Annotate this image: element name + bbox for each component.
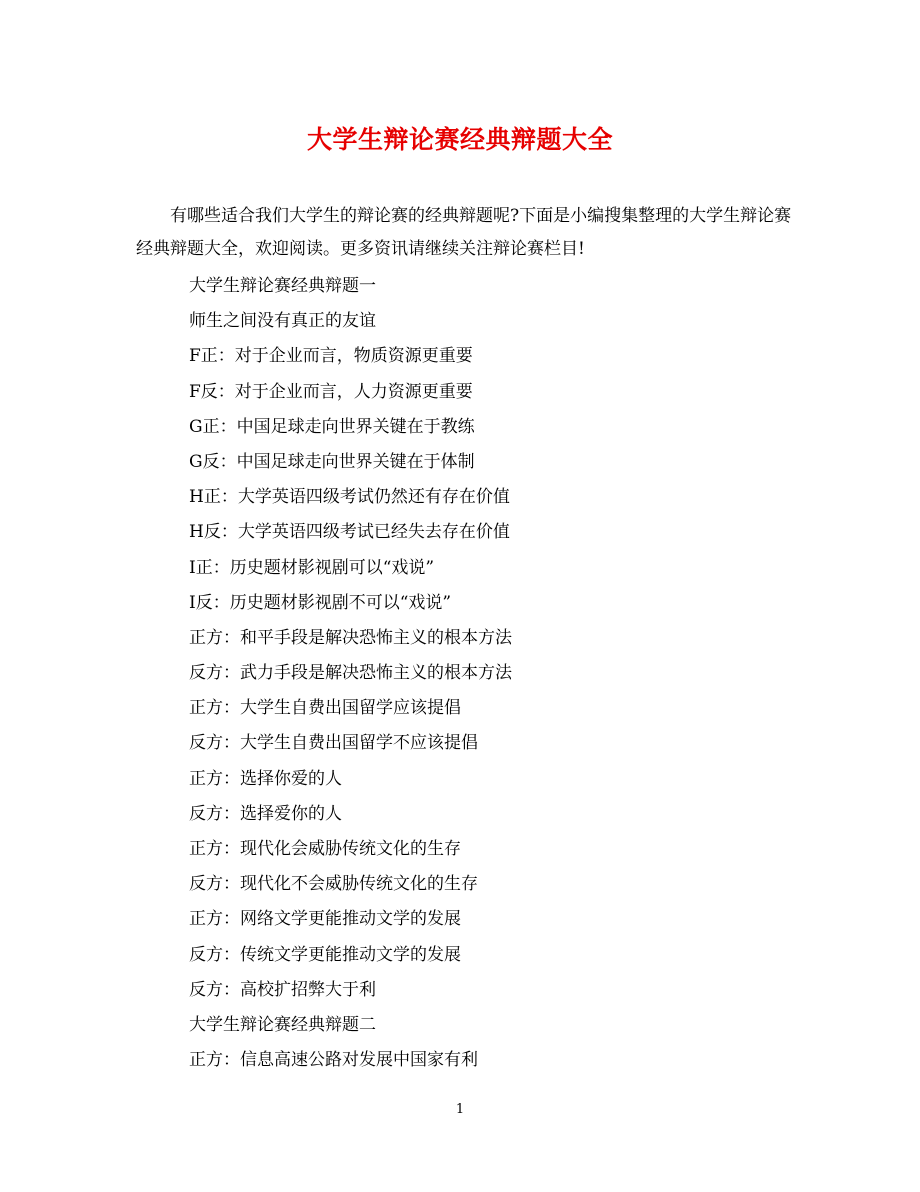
list-item: 正方：网络文学更能推动文学的发展 [189, 909, 461, 930]
list-item: 正方：选择你爱的人 [189, 768, 342, 789]
list-item: I正：历史题材影视剧可以“戏说” [189, 557, 435, 578]
list-item: G反：中国足球走向世界关键在于体制 [189, 451, 475, 472]
list-item: H反：大学英语四级考试已经失去存在价值 [189, 522, 510, 543]
list-item: 反方：现代化不会威胁传统文化的生存 [189, 874, 478, 895]
list-item: F反：对于企业而言，人力资源更重要 [189, 381, 473, 402]
intro-paragraph: 有哪些适合我们大学生的辩论赛的经典辩题呢?下面是小编搜集整理的大学生辩论赛经典辩题大全，欢迎阅读。更多资讯请继续关注辩论赛栏目! [136, 206, 792, 259]
list-item: H正：大学英语四级考试仍然还有存在价值 [189, 487, 510, 508]
list-item: 正方：现代化会威胁传统文化的生存 [189, 839, 461, 859]
section-heading-1: 大学生辩论赛经典辩题一 [189, 276, 376, 296]
list-item: 反方：武力手段是解决恐怖主义的根本方法 [189, 663, 512, 684]
list-item: 反方：选择爱你的人 [189, 803, 342, 824]
page-number: 1 [455, 1102, 465, 1117]
section-heading-2: 大学生辩论赛经典辩题二 [189, 1014, 376, 1035]
list-item: 正方：信息高速公路对发展中国家有利 [189, 1050, 478, 1071]
list-item: 反方：大学生自费出国留学不应该提倡 [189, 733, 478, 754]
list-item: F正：对于企业而言，物质资源更重要 [189, 346, 473, 367]
list-item: G正：中国足球走向世界关键在于教练 [189, 416, 475, 437]
list-item: I反：历史题材影视剧不可以“戏说” [189, 592, 452, 613]
document-title: 大学生辩论赛经典辩题大全 [306, 125, 613, 154]
list-item: 正方：大学生自费出国留学应该提倡 [189, 698, 461, 719]
list-item: 反方：高校扩招弊大于利 [189, 979, 376, 1000]
debate-topic-list [189, 269, 809, 1078]
list-item: 反方：传统文学更能推动文学的发展 [189, 944, 461, 965]
list-item: 正方：和平手段是解决恐怖主义的根本方法 [189, 627, 512, 648]
list-item: 师生之间没有真正的友谊 [189, 311, 376, 332]
